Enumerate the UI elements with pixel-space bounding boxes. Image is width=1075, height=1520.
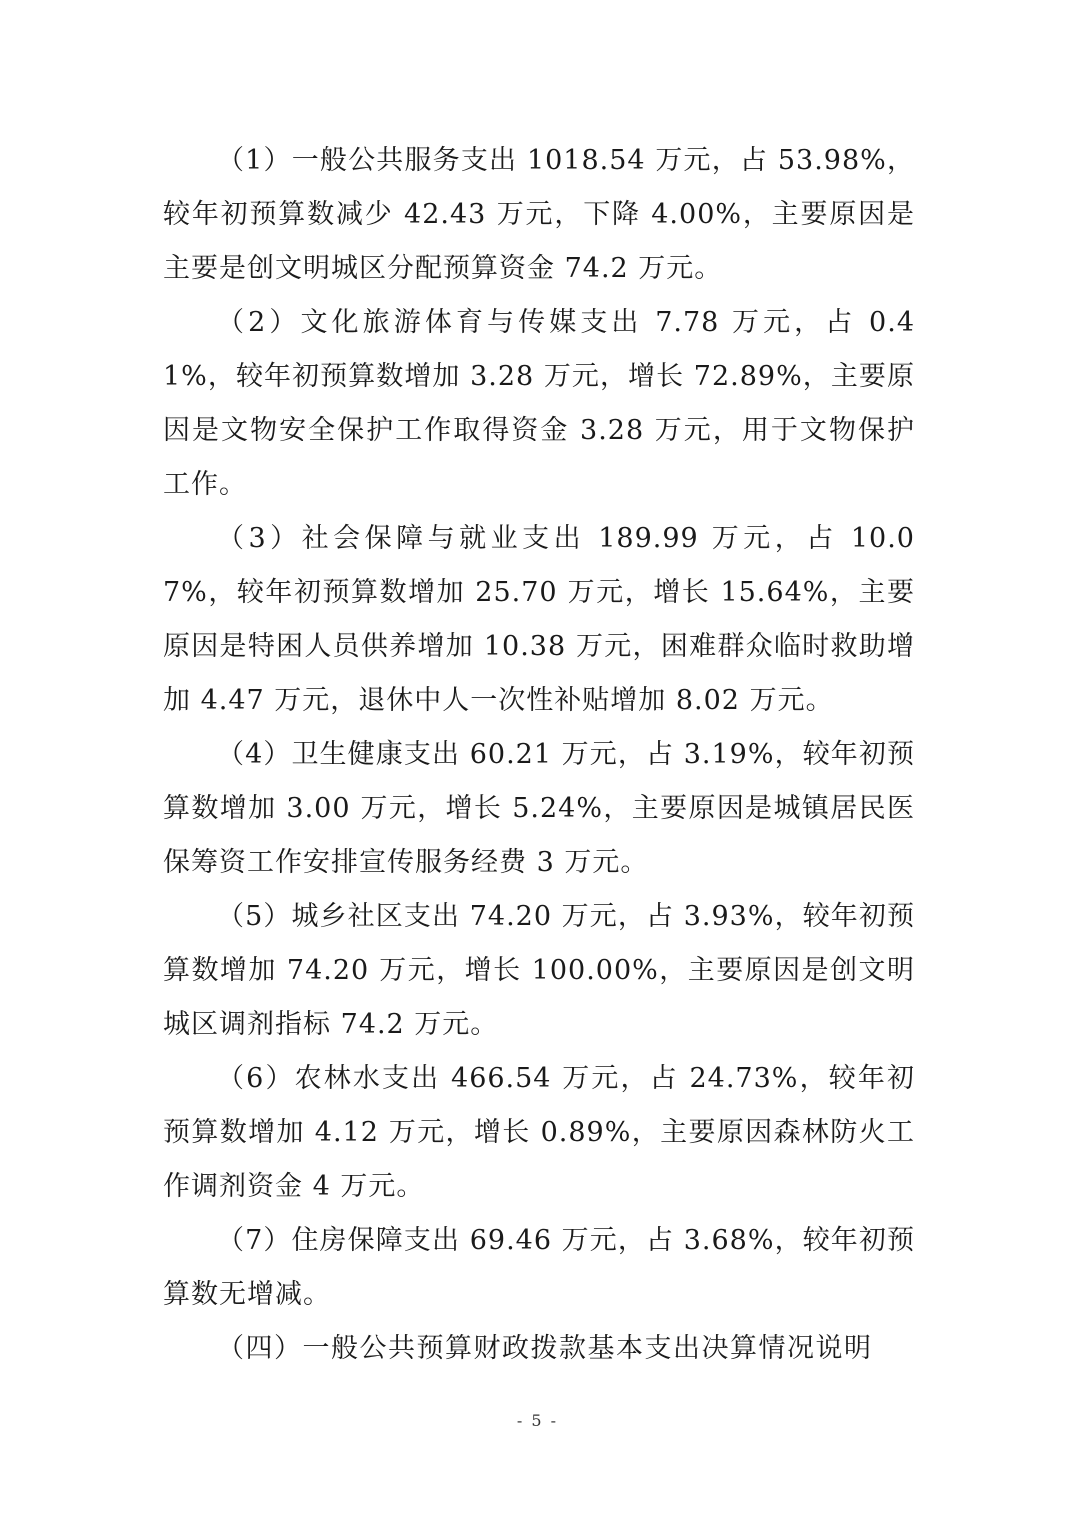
document-body <box>163 134 915 1376</box>
paragraph-agriculture-forestry-water: （6）农林水支出 466.54 万元，占 24.73%，较年初预算数增加 4.12 万元，增长 0.89%，主要原因森林防火工作调剂资金 4 万元。 <box>163 1063 915 1202</box>
paragraph-health: （4）卫生健康支出 60.21 万元，占 3.19%，较年初预算数增加 3.00 万元，增长 5.24%，主要原因是城镇居民医保筹资工作安排宣传服务经费 3 万元。 <box>163 739 915 878</box>
paragraph-social-security-employment: （3）社会保障与就业支出 189.99 万元，占 10.07%，较年初预算数增加 25.70 万元，增长 15.64%，主要原因是特困人员供养增加 10.38 万元，困难群众临时救助增加 4.47 万元，退休中人一次性补贴增加 8.02 万元。 <box>163 523 915 716</box>
paragraph-housing-security: （7）住房保障支出 69.46 万元，占 3.68%，较年初预算数无增减。 <box>163 1225 915 1310</box>
paragraph-general-public-services: （1）一般公共服务支出 1018.54 万元，占 53.98%，较年初预算数减少 42.43 万元，下降 4.00%，主要原因是主要是创文明城区分配预算资金 74.2 万元。 <box>163 145 915 284</box>
page-number: - 5 - <box>516 1411 559 1430</box>
paragraph-urban-rural-community: （5）城乡社区支出 74.20 万元，占 3.93%，较年初预算数增加 74.20 万元，增长 100.00%，主要原因是创文明城区调剂指标 74.2 万元。 <box>163 901 915 1040</box>
section-heading: （四）一般公共预算财政拨款基本支出决算情况说明 <box>217 1333 873 1364</box>
paragraph-culture-tourism-sports-media: （2）文化旅游体育与传媒支出 7.78 万元，占 0.41%，较年初预算数增加 3.28 万元，增长 72.89%，主要原因是文物安全保护工作取得资金 3.28 万元，用于文物保护工作。 <box>163 307 915 500</box>
